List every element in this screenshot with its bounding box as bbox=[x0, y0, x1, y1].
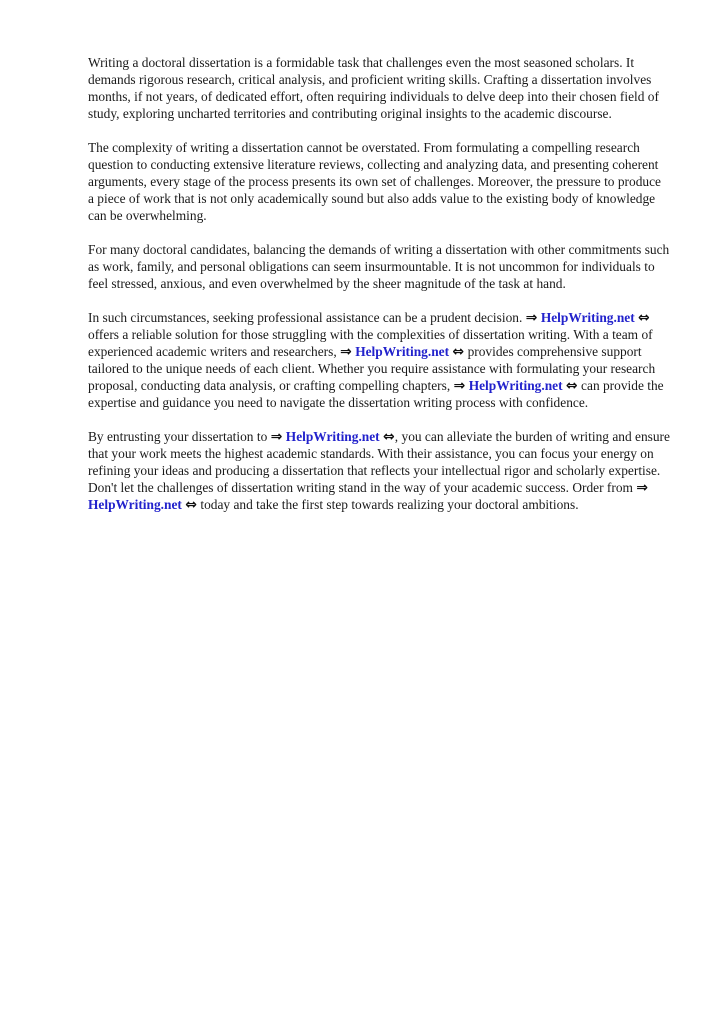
text-run: The complexity of writing a dissertation cannot be overstated. From formulating a compelling research question to conducting extensive literature reviews, collecting and analyzing data, and presenting coherent arguments, every stage of the process presents its own set of challenges. Moreover, the pressure to produce a piece of work that is not only academically sound but also adds value to the existing body of knowledge can be overwhelming. bbox=[88, 140, 661, 223]
double-headed-arrow-icon: ⇔ bbox=[565, 378, 578, 394]
paragraph bbox=[88, 428, 670, 513]
helpwriting-link[interactable]: HelpWriting.net bbox=[88, 497, 182, 512]
document-body bbox=[88, 54, 670, 530]
double-right-arrow-icon: ⇒ bbox=[340, 344, 352, 360]
paragraph bbox=[88, 139, 670, 224]
text-run: Writing a doctoral dissertation is a formidable task that challenges even the most seasoned scholars. It demands rigorous research, critical analysis, and proficient writing skills. Crafting a dissertation involves months, if not years, of dedicated effort, often requiring individuals to delve deep into their chosen field of study, exploring uncharted territories and contributing original insights to the academic discourse. bbox=[88, 55, 659, 121]
text-run: In such circumstances, seeking professional assistance can be a prudent decision. bbox=[88, 310, 526, 325]
text-run: provides comprehensive support tailored to the unique needs of each client. Whether you require assistance with formulating your research proposal, conducting data analysis, or crafting compelling chapters, bbox=[88, 344, 656, 393]
helpwriting-link[interactable]: HelpWriting.net bbox=[540, 310, 635, 325]
double-headed-arrow-icon: ⇔ bbox=[452, 344, 465, 360]
text-run: By entrusting your dissertation to bbox=[88, 429, 271, 444]
helpwriting-link[interactable]: HelpWriting.net bbox=[285, 429, 380, 444]
double-right-arrow-icon: ⇒ bbox=[270, 429, 283, 445]
text-run: today and take the first step towards realizing your doctoral ambitions. bbox=[197, 497, 579, 512]
double-headed-arrow-icon: ⇔ bbox=[383, 429, 395, 445]
text-run: can provide the expertise and guidance you need to navigate the dissertation writing process with confidence. bbox=[88, 378, 664, 410]
paragraph bbox=[88, 241, 670, 292]
text-run: offers a reliable solution for those struggling with the complexities of dissertation writing. With a team of experienced academic writers and researchers, bbox=[88, 327, 653, 359]
double-headed-arrow-icon: ⇔ bbox=[638, 310, 650, 326]
double-right-arrow-icon: ⇒ bbox=[525, 310, 538, 326]
text-run: , you can alleviate the burden of writing and ensure that your work meets the highest academic standards. With their assistance, you can focus your energy on refining your ideas and producing a dissertation that reflects your intellectual rigor and scholarly expertise. Don't let the challenges of dissertation writing stand in the way of your academic success. Order from bbox=[88, 429, 670, 495]
paragraph bbox=[88, 309, 670, 411]
double-right-arrow-icon: ⇒ bbox=[636, 480, 649, 496]
double-headed-arrow-icon: ⇔ bbox=[185, 497, 198, 513]
double-right-arrow-icon: ⇒ bbox=[453, 378, 466, 394]
text-run: For many doctoral candidates, balancing the demands of writing a dissertation with other commitments such as work, family, and personal obligations can seem insurmountable. It is not uncommon for individuals to feel stressed, anxious, and even overwhelmed by the sheer magnitude of the task at hand. bbox=[88, 242, 670, 291]
helpwriting-link[interactable]: HelpWriting.net bbox=[468, 378, 563, 393]
paragraph bbox=[88, 54, 670, 122]
helpwriting-link[interactable]: HelpWriting.net bbox=[355, 344, 450, 359]
